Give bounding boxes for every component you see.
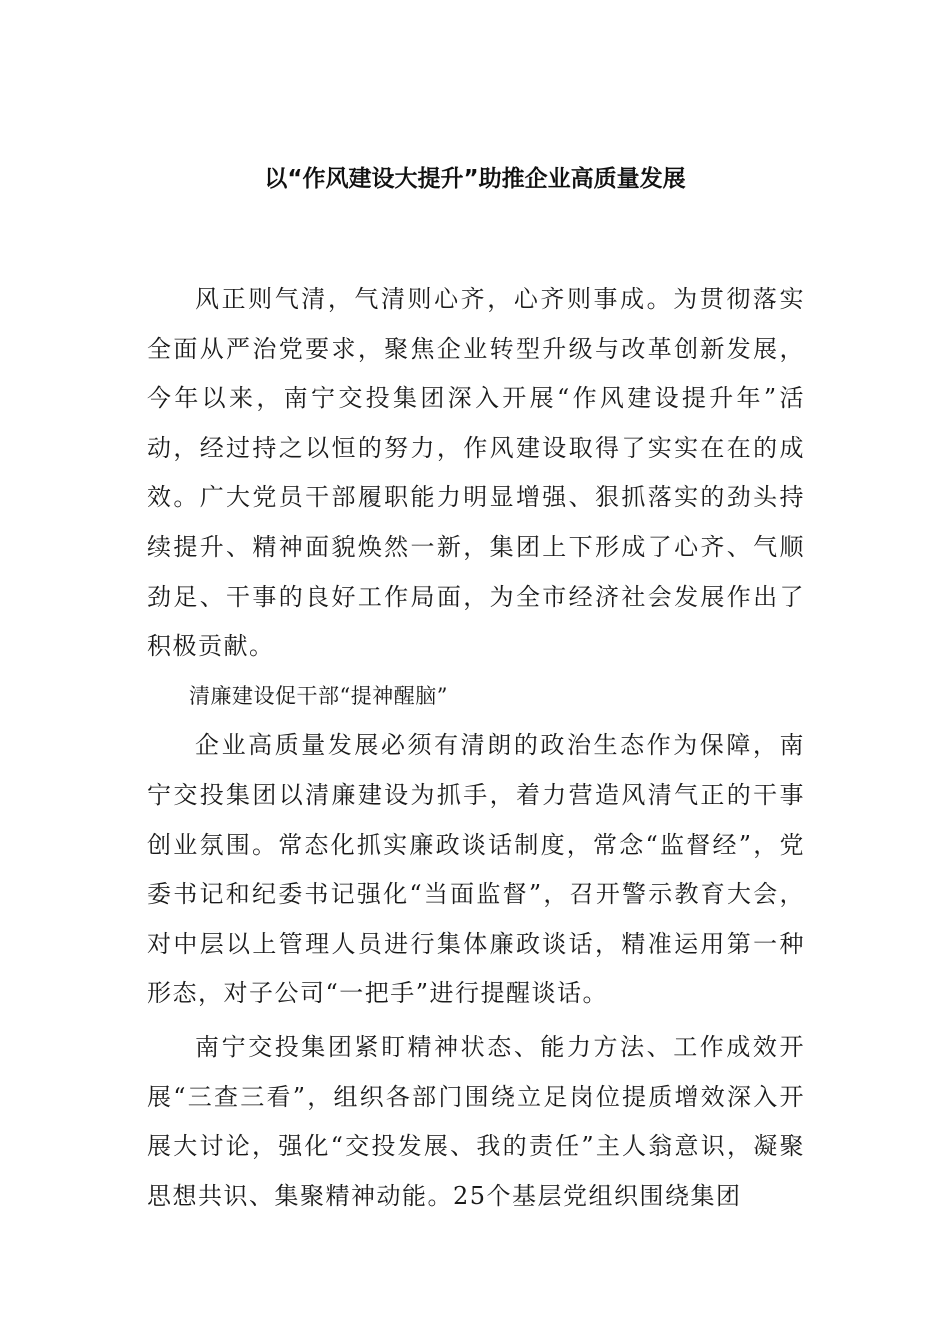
document-title: 以“作风建设大提升”助推企业高质量发展 bbox=[264, 166, 686, 192]
paragraph-intro: 风正则气清，气清则心齐，心齐则事成。为贯彻落实全面从严治党要求，聚焦企业转型升级与改革创新发展，今年以来，南宁交投集团深入开展“作风建设提升年”活动，经过持之以恒的努力，作风建设取得了实实在在的成效。广大党员干部履职能力明显增强、狠抓落实的劲头持续提升、精神面貌焕然一新，集团上下形成了心齐、气顺劲足、干事的良好工作局面，为全市经济社会发展作出了积极贡献。 bbox=[147, 285, 805, 661]
paragraph-clean-governance: 企业高质量发展必须有清朗的政治生态作为保障，南宁交投集团以清廉建设为抓手，着力营造风清气正的干事创业氛围。常态化抓实廉政谈话制度，常念“监督经”，党委书记和纪委书记强化“当面监督”，召开警示教育大会，对中层以上管理人员进行集体廉政谈话，精准运用第一种形态，对子公司“一把手”进行提醒谈话。 bbox=[147, 731, 805, 1008]
paragraph-three-checks: 南宁交投集团紧盯精神状态、能力方法、工作成效开展“三查三看”，组织各部门围绕立足岗位提质增效深入开展大讨论，强化“交投发展、我的责任”主人翁意识，凝聚思想共识、集聚精神动能。25个基层党组织围绕集团 bbox=[147, 1032, 805, 1210]
document-body bbox=[147, 275, 805, 1221]
section-heading: 清廉建设促干部“提神醒脑” bbox=[189, 683, 448, 708]
